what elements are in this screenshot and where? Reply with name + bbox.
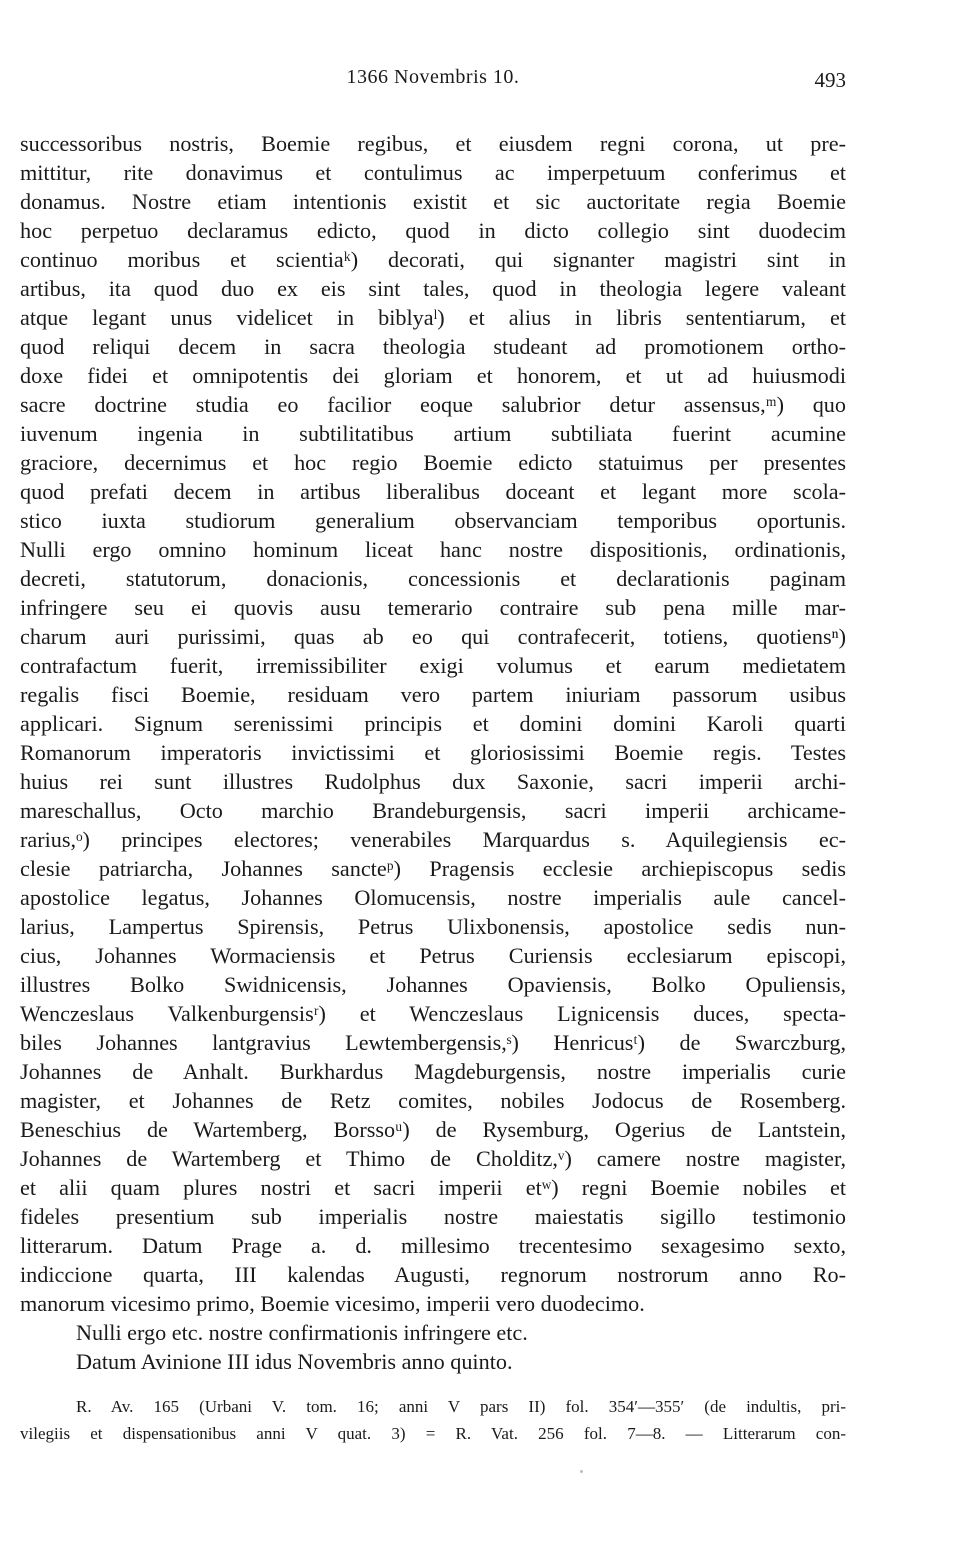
text-line: contrafactum fuerit, irremissibiliter exigi volumus et earum medietatem [20,653,846,678]
text-line: litterarum. Datum Prage a. d. millesimo trecentesimo sexagesimo sexto, [20,1233,846,1258]
text-line: charum auri purissimi, quas ab eo qui contrafecerit, totiens, quotiensⁿ) [20,624,846,649]
source-note-line: R. Av. 165 (Urbani V. tom. 16; anni V pars II) fol. 354′—355′ (de indultis, pri- [76,1397,846,1416]
text-line: regalis fisci Boemie, residuam vero partem iniuriam passorum usibus [20,682,846,707]
text-line: artibus, ita quod duo ex eis sint tales, quod in theologia legere valeant [20,276,846,301]
text-line: continuo moribus et scientiaᵏ) decorati, qui signanter magistri sint in [20,247,846,272]
page-header [20,66,846,96]
text-line: cius, Johannes Wormaciensis et Petrus Curiensis ecclesiarum episcopi, [20,943,846,968]
text-line: indiccione quarta, III kalendas Augusti, regnorum nostrorum anno Ro- [20,1262,846,1287]
text-line: fideles presentium sub imperialis nostre maiestatis sigillo testimonio [20,1204,846,1229]
text-line: Wenczeslaus Valkenburgensisʳ) et Wenczeslaus Lignicensis duces, specta- [20,1001,846,1026]
document-body [20,129,846,1376]
text-line: applicari. Signum serenissimi principis et domini domini Karoli quarti [20,711,846,736]
text-line: rarius,ᵒ) principes electores; venerabiles Marquardus s. Aquilegiensis ec- [20,827,846,852]
text-line: iuvenum ingenia in subtilitatibus artium subtiliata fuerint acumine [20,421,846,446]
text-line: Romanorum imperatoris invictissimi et gloriosissimi Boemie regis. Testes [20,740,846,765]
text-line: sacre doctrine studia eo facilior eoque salubrior detur assensus,ᵐ) quo [20,392,846,417]
text-line: Johannes de Wartemberg et Thimo de Cholditz,ᵛ) camere nostre magister, [20,1146,846,1171]
text-line: huius rei sunt illustres Rudolphus dux Saxonie, sacri imperii archi- [20,769,846,794]
text-line: stico iuxta studiorum generalium observanciam temporibus oportunis. [20,508,846,533]
text-line: magister, et Johannes de Retz comites, nobiles Jodocus de Rosemberg. [20,1088,846,1113]
text-line: quod prefati decem in artibus liberalibus doceant et legant more scola- [20,479,846,504]
source-note-line: vilegiis et dispensationibus anni V quat. 3) = R. Vat. 256 fol. 7—8. — Litterarum con- [20,1424,846,1443]
text-line: decreti, statutorum, donacionis, concessionis et declarationis paginam [20,566,846,591]
running-head: 1366 Novembris 10. [346,66,520,88]
text-line: Beneschius de Wartemberg, Borssoᵘ) de Rysemburg, Ogerius de Lantstein, [20,1117,846,1142]
text-line: mareschallus, Octo marchio Brandeburgensis, sacri imperii archicame- [20,798,846,823]
text-line: illustres Bolko Swidnicensis, Johannes Opaviensis, Bolko Opuliensis, [20,972,846,997]
text-line: apostolice legatus, Johannes Olomucensis, nostre imperialis aule cancel- [20,885,846,910]
text-line: infringere seu ei quovis ausu temerario contraire sub pena mille mar- [20,595,846,620]
text-line: Johannes de Anhalt. Burkhardus Magdeburgensis, nostre imperialis curie [20,1059,846,1084]
text-line: biles Johannes lantgravius Lewtembergensis,ˢ) Henricusᵗ) de Swarczburg, [20,1030,846,1055]
text-line: graciore, decernimus et hoc regio Boemie edicto statuimus per presentes [20,450,846,475]
text-line: donamus. Nostre etiam intentionis existit et sic auctoritate regia Boemie [20,189,846,214]
closing-line: Nulli ergo etc. nostre confirmationis infringere etc. [76,1320,528,1345]
text-line: mittitur, rite donavimus et contulimus ac imperpetuum conferimus et [20,160,846,185]
closing-line: Datum Avinione III idus Novembris anno quinto. [76,1349,513,1374]
page-number: 493 [814,68,846,92]
text-line: doxe fidei et omnipotentis dei gloriam et honorem, et ut ad huiusmodi [20,363,846,388]
text-line: larius, Lampertus Spirensis, Petrus Ulixbonensis, apostolice sedis nun- [20,914,846,939]
text-line: hoc perpetuo declaramus edicto, quod in dicto collegio sint duodecim [20,218,846,243]
text-line: Nulli ergo omnino hominum liceat hanc nostre dispositionis, ordinationis, [20,537,846,562]
source-note [20,1393,846,1447]
paper-speck [580,1470,583,1473]
text-line: quod reliqui decem in sacra theologia studeant ad promotionem ortho- [20,334,846,359]
text-line: atque legant unus videlicet in biblyaˡ) et alius in libris sententiarum, et [20,305,846,330]
text-line: manorum vicesimo primo, Boemie vicesimo, imperii vero duodecimo. [20,1291,645,1316]
text-line: successoribus nostris, Boemie regibus, et eiusdem regni corona, ut pre- [20,131,846,156]
text-line: et alii quam plures nostri et sacri imperii etʷ) regni Boemie nobiles et [20,1175,846,1200]
text-line: clesie patriarcha, Johannes sancteᵖ) Pragensis ecclesie archiepiscopus sedis [20,856,846,881]
